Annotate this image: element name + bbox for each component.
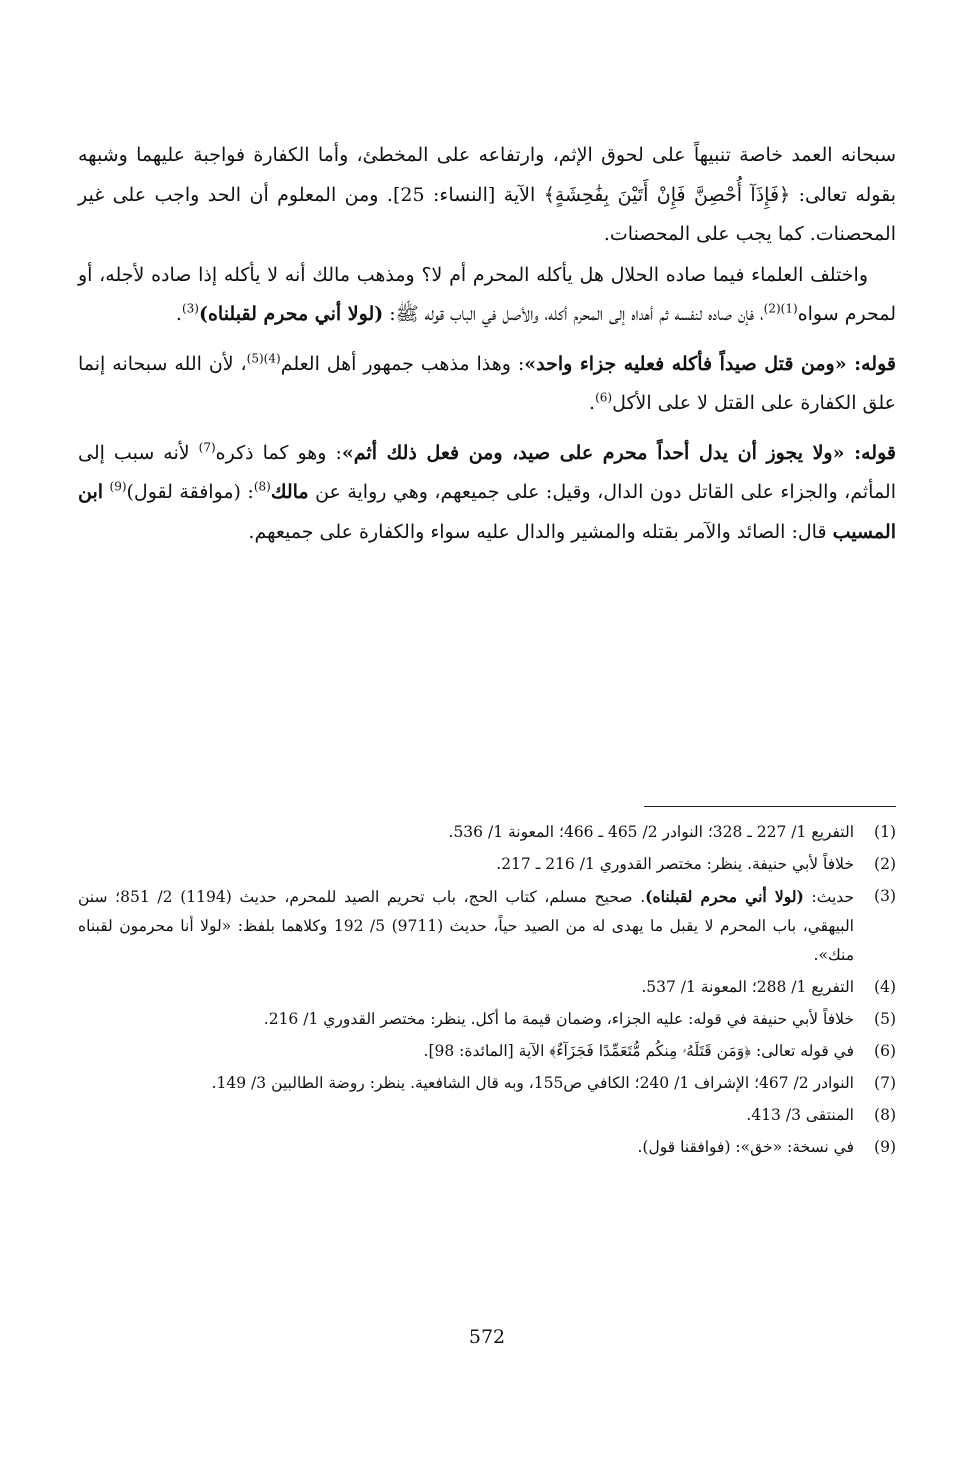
footnote-pre: في قوله تعالى: — [751, 1042, 854, 1060]
footnote-body: الآية [المائدة: 98]. — [423, 1042, 550, 1060]
footnote-number: (2) — [874, 855, 896, 873]
footnote-text: المنتقى 3/ 413. — [746, 1106, 854, 1124]
footnote-item — [78, 973, 896, 1002]
footnote-number: (9) — [874, 1138, 896, 1156]
paragraph-3-lead: قوله: — [846, 352, 896, 375]
footnote-separator — [644, 806, 896, 807]
footnote-text: خلافاً لأبي حنيفة. ينظر: مختصر القدوري 1/ 216 ـ 217. — [496, 855, 854, 873]
footnote-number: (7) — [874, 1074, 896, 1092]
footnote-text: التفريع 1/ 227 ـ 328؛ النوادر 2/ 465 ـ 466؛ المعونة 1/ 536. — [448, 823, 854, 841]
footnote-item — [78, 1037, 896, 1066]
footnote-text — [78, 1037, 854, 1066]
footnote-ref[interactable]: (4)(5) — [246, 351, 281, 366]
footnotes — [78, 818, 896, 1165]
paragraph-1 — [78, 136, 896, 255]
matn-quote: «ولا يجوز أن يدل أحداً محرم على صيد، ومن فعل ذلك أثم» — [341, 441, 845, 464]
footnote-ref[interactable]: (9) — [109, 479, 127, 494]
hadith-quote: (لولا أني محرم لقبلناه) — [198, 303, 384, 325]
hadith-quote: (لولا أني محرم لقبلناه) — [645, 887, 804, 906]
paragraph-3-text-c: . — [589, 392, 596, 414]
footnote-text: خلافاً لأبي حنيفة في قوله: عليه الجزاء، وضمان قيمة ما أكل. ينظر: مختصر القدوري 1/ 216. — [263, 1010, 854, 1028]
scholar-name: ابن المسيب — [78, 481, 896, 543]
footnote-item — [78, 850, 896, 879]
main-text — [78, 136, 896, 552]
paragraph-3-text-b: ، لأن الله سبحانه إنما علق الكفارة على القتل لا على الأكل — [78, 352, 896, 414]
quran-verse: ﴿وَمَن قَتَلَهُۥ مِنكُم مُّتَعَمِّدًا فَجَزَآءٌ﴾ — [549, 1042, 752, 1060]
footnote-number: (8) — [874, 1106, 896, 1124]
footnote-text — [78, 882, 854, 970]
footnote-text: في نسخة: «خق»: (فوافقنا قول). — [637, 1138, 854, 1156]
footnote-body: . صحيح مسلم، كتاب الحج، باب تحريم الصيد للمحرم، حديث (1194) 2/ 851؛ سنن البيهقي، باب المحرم لا يقبل ما يهدى له من الصيد حياً، حديث (9711) 5/ 192 وكلاهما بلفظ: «لولا أنا محرمون لقبناه منك». — [78, 888, 854, 964]
paragraph-3 — [78, 345, 896, 424]
matn-quote: «ومن قتل صيداً فأكله فعليه جزاء واحد» — [524, 352, 847, 375]
paragraph-4-lead: قوله: — [844, 441, 896, 464]
paragraph-4-text-b: لأنه سبب إلى المأثم، والجزاء على القاتل دون الدال، وقيل: على جميعهم، وهي رواية عن — [78, 441, 896, 503]
footnote-item — [78, 1133, 896, 1162]
footnote-item — [78, 1101, 896, 1130]
paragraph-1-text-a: سبحانه العمد خاصة تنبيهاً على لحوق الإثم، وارتفاعه على المخطئ، وأما الكفارة فواجبة عليهما وشبهه بقوله تعالى: — [78, 144, 897, 206]
footnote-number: (1) — [874, 823, 896, 841]
footnote-text: التفريع 1/ 288؛ المعونة 1/ 537. — [641, 978, 854, 996]
footnote-ref[interactable]: (8) — [253, 479, 271, 494]
paragraph-3-text-a: : وهذا مذهب جمهور أهل العلم — [280, 352, 525, 375]
page-number: 572 — [468, 1326, 506, 1348]
footnote-number: (4) — [874, 978, 896, 996]
paragraph-2-text-b: ، فإن صاده لنفسه ثم أهداه إلى المحرم أكله، والأصل في الباب قوله ﷺ: — [383, 303, 764, 325]
footnote-ref[interactable]: (1)(2) — [763, 301, 798, 316]
paragraph-4-text-a: : وهو كما ذكره — [215, 441, 342, 464]
paragraph-4 — [78, 434, 896, 553]
footnote-item — [78, 818, 896, 847]
scholar-name: مالك — [270, 481, 309, 503]
footnote-item — [78, 1069, 896, 1098]
footnote-item — [78, 882, 896, 970]
paragraph-2-text-a: واختلف العلماء فيما صاده الحلال هل يأكله المحرم أم لا؟ ومذهب مالك أنه لا يأكله إذا صاده لأجله، أو لمحرم سواه — [78, 263, 896, 325]
paragraph-2 — [78, 256, 896, 335]
paragraph-4-text-e: قال: الصائد والآمر بقتله والمشير والدال عليه سواء والكفارة على جميعهم. — [248, 520, 833, 543]
quran-verse: ﴿فَإِذَآ أُحْصِنَّ فَإِنْ أَتَيْنَ بِفَٰحِشَةٍ﴾ — [543, 183, 791, 206]
footnote-number: (3) — [874, 887, 896, 905]
paragraph-1-text-b: الآية [النساء: 25]. ومن المعلوم أن الحد واجب على غير المحصنات. كما يجب على المحصنات. — [78, 183, 896, 245]
footnote-ref[interactable]: (6) — [595, 390, 613, 405]
paragraph-2-text-c: . — [175, 303, 182, 325]
footnote-number: (6) — [874, 1042, 896, 1060]
paragraph-4-text-c: : (موافقة لقول) — [126, 481, 254, 503]
footnote-pre: حديث: — [803, 888, 854, 906]
footnote-ref[interactable]: (3) — [181, 301, 199, 316]
footnote-text: النوادر 2/ 467؛ الإشراف 1/ 240؛ الكافي ص155، وبه قال الشافعية. ينظر: روضة الطالبين 3/ 149. — [211, 1074, 854, 1092]
footnote-ref[interactable]: (7) — [198, 440, 216, 455]
footnote-number: (5) — [874, 1010, 896, 1028]
footnote-item — [78, 1005, 896, 1034]
